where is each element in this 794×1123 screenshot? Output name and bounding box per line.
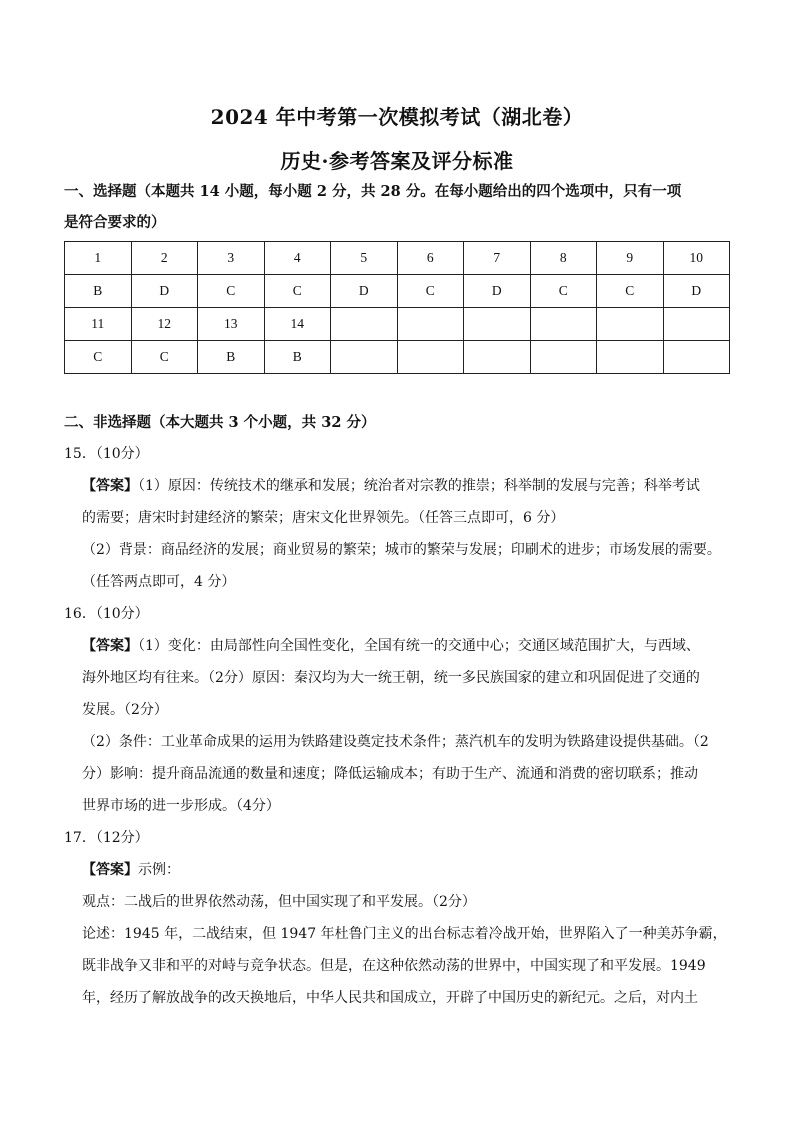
table-cell: 13 [198,308,265,341]
section1-heading-cont: 是符合要求的） [64,214,166,231]
table-cell: B [198,341,265,374]
q16-text5: 分）影响：提升商品流通的数量和速度；降低运输成本；有助于生产、流通和消费的密切联系；推动 [82,766,698,782]
q17-text4: 既非战争又非和平的对峙与竞争状态。但是，在这种依然动荡的世界中，中国实现了和平发展。1949 [82,958,706,974]
table-cell: D [131,275,198,308]
table-cell: 3 [198,242,265,275]
q15-text3: （2）背景：商品经济的发展；商业贸易的繁荣；城市的繁荣与发展；印刷术的进步；市场发展的需要。 [82,542,721,558]
q16-number: 16．（10分） [64,606,149,622]
q17-text5: 年，经历了解放战争的改天换地后，中华人民共和国成立，开辟了中国历史的新纪元。之后，对内土 [82,990,698,1006]
answer-tag: 【答案】 [82,638,138,654]
q16-text3: 发展。（2分） [82,702,168,718]
table-cell: 6 [397,242,464,275]
table-cell: 4 [264,242,331,275]
table-cell: B [65,275,132,308]
table-row [65,341,730,374]
q15-number: 15．（10分） [64,446,149,462]
table-row [65,308,730,341]
table-cell: C [597,275,664,308]
answer-table [64,241,730,374]
answer-tag: 【答案】 [82,862,138,878]
table-cell: 10 [663,242,730,275]
q15-answer-line1 [82,475,700,495]
table-cell [464,308,531,341]
table-cell: C [65,341,132,374]
table-cell [331,308,398,341]
table-cell [597,308,664,341]
section2-heading: 二、非选择题（本大题共 3 个小题，共 32 分） [64,414,376,431]
q15-text2: 的需要；唐宋时封建经济的繁荣；唐宋文化世界领先。（任答三点即可，6 分） [82,510,565,526]
table-cell [597,341,664,374]
table-cell [530,341,597,374]
q17-text3: 论述：1945 年，二战结束，但 1947 年杜鲁门主义的出台标志着冷战开始，世界陷入了一种美苏争霸， [82,926,727,942]
table-cell: C [198,275,265,308]
answer-tag: 【答案】 [82,478,138,494]
page-subtitle: 历史·参考答案及评分标准 [280,149,514,173]
section1-heading: 一、选择题（本题共 14 小题，每小题 2 分，共 28 分。在每小题给出的四个选项中，只有一项 [64,183,682,200]
table-cell [663,341,730,374]
q17-text1: 示例： [138,862,180,878]
q15-text4: （任答两点即可，4 分） [82,574,236,590]
table-cell [331,341,398,374]
table-cell: 11 [65,308,132,341]
table-cell [464,341,531,374]
table-cell: 5 [331,242,398,275]
table-cell: D [663,275,730,308]
table-cell: B [264,341,331,374]
table-cell: D [464,275,531,308]
table-cell: 14 [264,308,331,341]
q17-answer-line1 [82,859,180,879]
table-cell: C [397,275,464,308]
table-cell: 2 [131,242,198,275]
table-cell: 7 [464,242,531,275]
table-cell: C [530,275,597,308]
q16-answer-line1 [82,635,700,655]
table-cell [663,308,730,341]
q16-text2: 海外地区均有往来。（2分）原因：秦汉均为大一统王朝，统一多民族国家的建立和巩固促进了交通的 [82,670,700,686]
table-row [65,242,730,275]
q16-text6: 世界市场的进一步形成。（4分） [82,798,280,814]
q17-number: 17．（12分） [64,830,149,846]
q16-text1: （1）变化：由局部性向全国性变化，全国有统一的交通中心；交通区域范围扩大，与西域、 [138,638,700,654]
page-title: 2024 年中考第一次模拟考试（湖北卷） [210,105,584,129]
q17-text2: 观点：二战后的世界依然动荡，但中国实现了和平发展。（2分） [82,894,476,910]
q16-text4: （2）条件：工业革命成果的运用为铁路建设奠定技术条件；蒸汽机车的发明为铁路建设提供基础。（2 [82,734,709,750]
table-cell: 9 [597,242,664,275]
table-cell [530,308,597,341]
table-cell [397,341,464,374]
table-row [65,275,730,308]
table-cell: C [264,275,331,308]
table-cell: 8 [530,242,597,275]
table-cell: 1 [65,242,132,275]
table-cell: D [331,275,398,308]
table-cell [397,308,464,341]
q15-text1: （1）原因：传统技术的继承和发展；统治者对宗教的推崇；科举制的发展与完善；科举考试 [138,478,700,494]
table-cell: C [131,341,198,374]
table-cell: 12 [131,308,198,341]
